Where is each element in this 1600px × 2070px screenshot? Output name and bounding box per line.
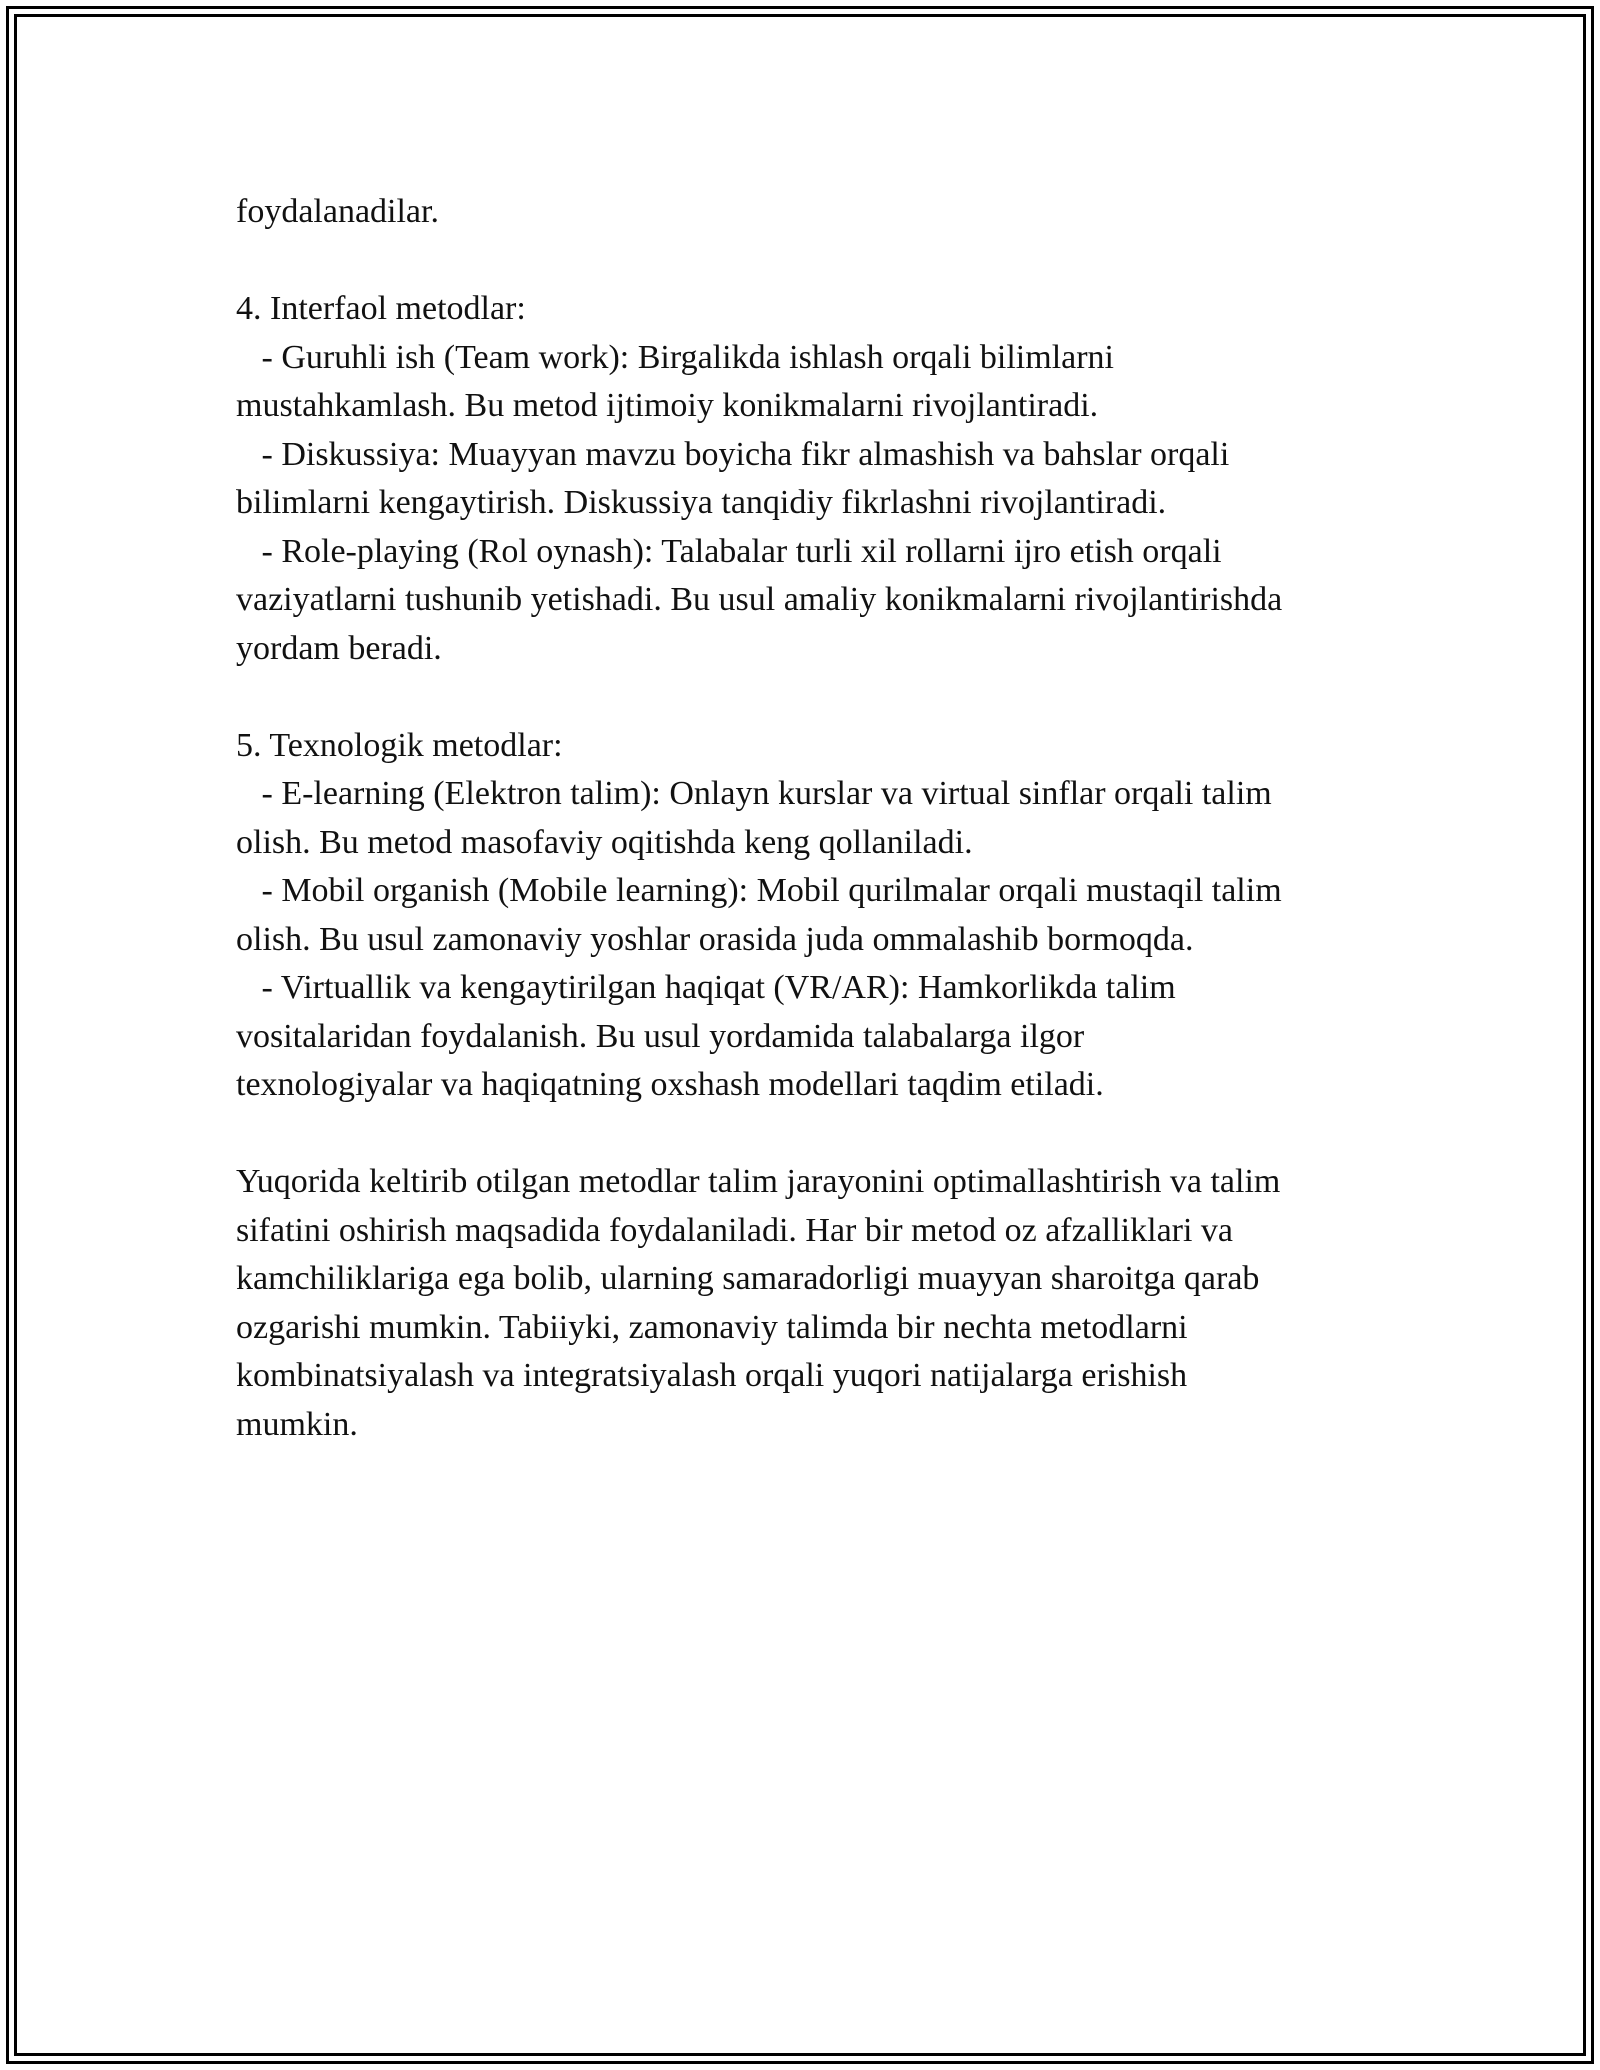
text-line: mustahkamlash. Bu metod ijtimoiy konikmalarni rivojlantiradi.: [236, 387, 1099, 424]
conclusion-line: sifatini oshirish maqsadida foydalaniladi. Har bir metod oz afzalliklari va: [236, 1211, 1234, 1249]
conclusion-line: Yuqorida keltirib otilgan metodlar talim jarayonini optimallashtirish va talim: [236, 1163, 1281, 1200]
text-line: - Mobil organish (Mobile learning): Mobil qurilmalar orqali mustaqil talim: [236, 872, 1282, 909]
text-line: olish. Bu usul zamonaviy yoshlar orasida juda ommalashib bormoqda.: [236, 920, 1194, 958]
conclusion-line: kombinatsiyalash va integratsiyalash orqali yuqori natijalarga erishish: [236, 1357, 1188, 1394]
blank-line: [236, 237, 1396, 286]
text-line: bilimlarni kengaytirish. Diskussiya tanqidiy fikrlashni rivojlantiradi.: [236, 484, 1167, 521]
section-heading-technological-methods: 5. Texnologik metodlar:: [236, 726, 563, 764]
text-line: - Diskussiya: Muayyan mavzu boyicha fikr almashish va bahslar orqali: [236, 435, 1230, 473]
text-line: foydalanadilar.: [236, 193, 439, 230]
text-line: vositalaridan foydalanish. Bu usul yordamida talabalarga ilgor: [236, 1017, 1085, 1055]
conclusion-line: ozgarishi mumkin. Tabiiyki, zamonaviy talimda bir nechta metodlarni: [236, 1308, 1188, 1346]
blank-line: [236, 1110, 1396, 1159]
blank-line: [236, 673, 1396, 722]
text-line: texnologiyalar va haqiqatning oxshash modellari taqdim etiladi.: [236, 1066, 1104, 1103]
text-line: olish. Bu metod masofaviy oqitishda keng qollaniladi.: [236, 823, 973, 861]
document-body: [236, 188, 1396, 1449]
text-line: - E-learning (Elektron talim): Onlayn kurslar va virtual sinflar orqali talim: [236, 775, 1272, 812]
text-line: - Role-playing (Rol oynash): Talabalar turli xil rollarni ijro etish orqali: [236, 532, 1222, 570]
conclusion-line: mumkin.: [236, 1405, 358, 1443]
text-line: yordam beradi.: [236, 629, 442, 667]
conclusion-line: kamchiliklariga ega bolib, ularning samaradorligi muayyan sharoitga qarab: [236, 1260, 1260, 1297]
text-line: - Virtuallik va kengaytirilgan haqiqat (VR/AR): Hamkorlikda talim: [236, 969, 1176, 1006]
section-heading-interactive-methods: 4. Interfaol metodlar:: [236, 290, 526, 327]
text-line: vaziyatlarni tushunib yetishadi. Bu usul amaliy konikmalarni rivojlantirishda: [236, 581, 1283, 618]
text-line: - Guruhli ish (Team work): Birgalikda ishlash orqali bilimlarni: [236, 338, 1115, 376]
